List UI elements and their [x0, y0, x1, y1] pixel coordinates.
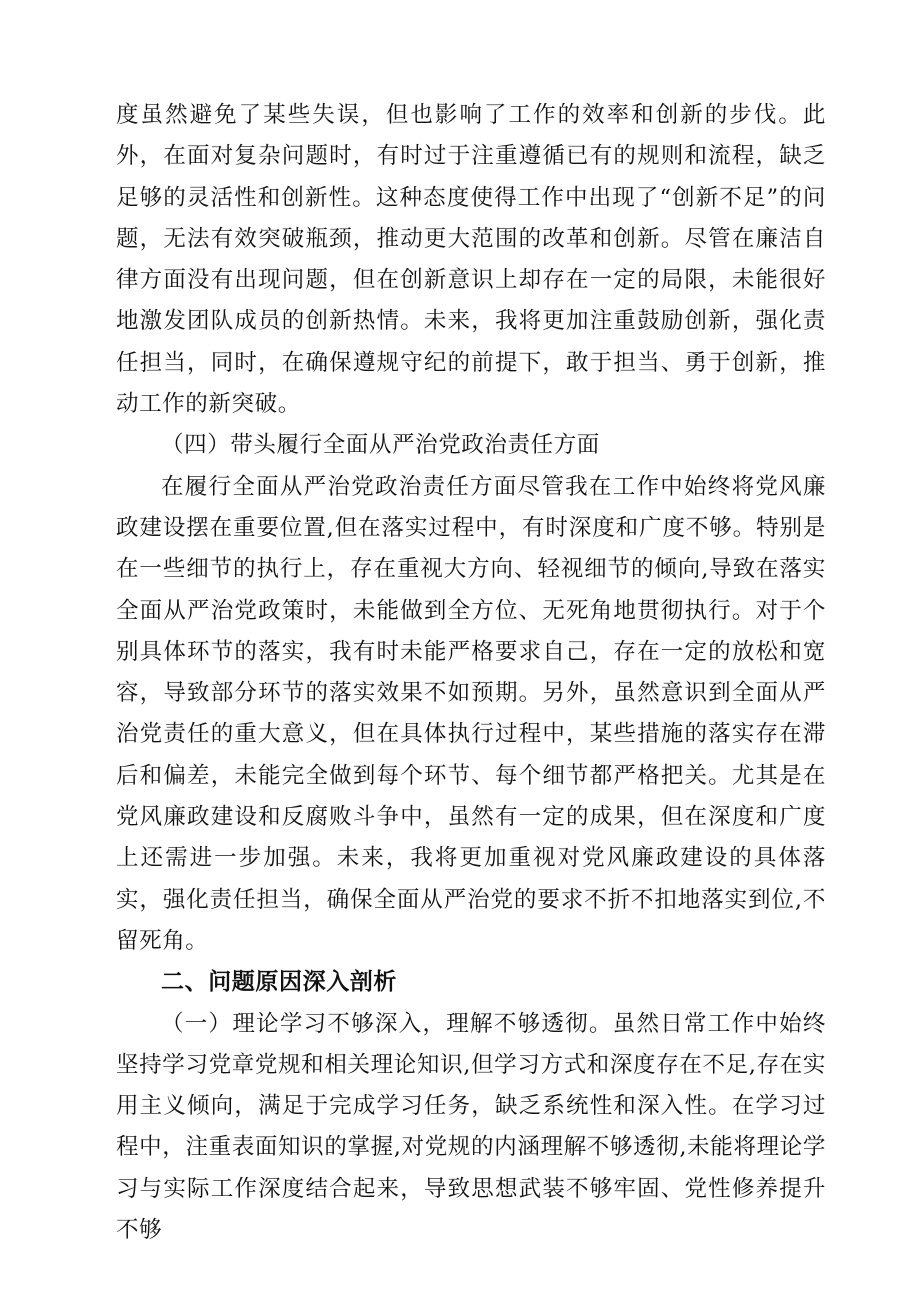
section-two-heading: 二、问题原因深入剖析 — [161, 969, 397, 996]
subheading-four: （四）带头履行全面从严治党政治责任方面 — [161, 432, 600, 459]
paragraph-four: 在履行全面从严治党政治责任方面尽管我在工作中始终将党风廉政建设摆在重要位置,但在落实过程中，有时深度和广度不够。特别是在一些细节的执行上，存在重视大方向、轻视细节的倾向,导致在落实全面从严治党政策时，未能做到全方位、无死角地贯彻执行。对于个别具体环节的落实，我有时未能严格要求自己，存在一定的放松和宽容，导致部分环节的落实效果不如预期。另外，虽然意识到全面从严治党责任的重大意义，但在具体执行过程中，某些措施的落实存在滞后和偏差，未能完全做到每个环节、每个细节都严格把关。尤其是在党风廉政建设和反腐败斗争中，虽然有一定的成果，但在深度和广度上还需进一步加强。未来，我将更加重视对党风廉政建设的具体落实，强化责任担当，确保全面从严治党的要求不折不扣地落实到位,不留死角。 — [116, 473, 826, 954]
paragraph-continuation: 度虽然避免了某些失误，但也影响了工作的效率和创新的步伐。此外，在面对复杂问题时，有时过于注重遵循已有的规则和流程，缺乏足够的灵活性和创新性。这种态度使得工作中出现了“创新不足”的问题，无法有效突破瓶颈，推动更大范围的改革和创新。尽管在廉洁自律方面没有出现问题，但在创新意识上却存在一定的局限，未能很好地激发团队成员的创新热情。未来，我将更加注重鼓励创新，强化责任担当，同时，在确保遵规守纪的前提下，敢于担当、勇于创新，推动工作的新突破。 — [116, 102, 826, 418]
paragraph-two-one: （一）理论学习不够深入，理解不够透彻。虽然日常工作中始终坚持学习党章党规和相关理论知识,但学习方式和深度存在不足,存在实用主义倾向，满足于完成学习任务，缺乏系统性和深入性。在学习过程中，注重表面知识的掌握,对党规的内涵理解不够透彻,未能将理论学习与实际工作深度结合起来，导致思想武装不够牢固、党性修养提升不够 — [116, 1010, 826, 1244]
document-body — [116, 95, 826, 1251]
